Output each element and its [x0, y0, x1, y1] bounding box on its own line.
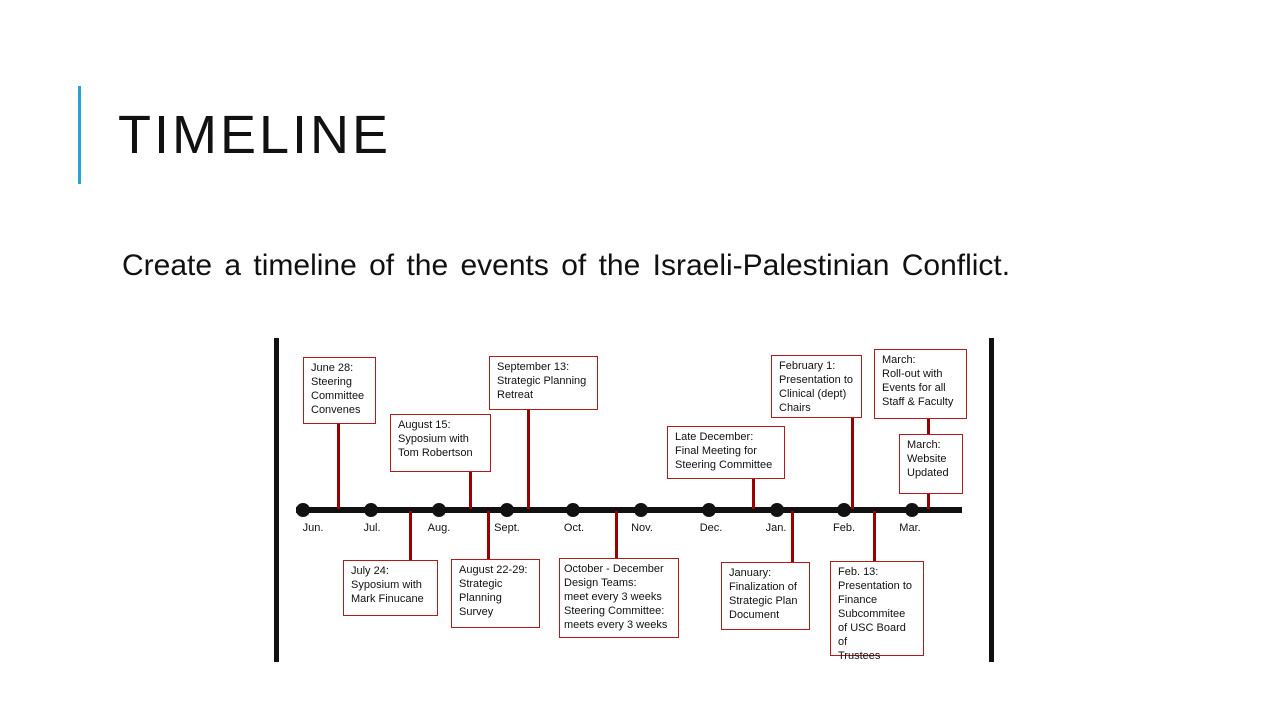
event-box-late-december: Late December: Final Meeting for Steering Committee [667, 426, 785, 479]
month-dot [566, 503, 580, 517]
month-label: Nov. [631, 522, 653, 534]
timeline-axis [296, 507, 962, 513]
event-line [409, 511, 412, 560]
month-label: Dec. [699, 522, 723, 534]
event-line [752, 478, 755, 509]
event-box-march-website: March: Website Updated [899, 434, 963, 494]
month-dot [905, 503, 919, 517]
month-label: Jun. [302, 522, 324, 534]
month-dot [837, 503, 851, 517]
event-line [337, 423, 340, 509]
event-line [927, 493, 930, 509]
month-label: Sept. [494, 522, 520, 534]
slide-title: TIMELINE [118, 105, 392, 165]
month-label: Aug. [427, 522, 451, 534]
event-line [469, 471, 472, 509]
event-box-august-22-29: August 22-29: Strategic Planning Survey [451, 559, 540, 628]
month-label: Feb. [832, 522, 855, 534]
event-line [873, 511, 876, 561]
event-box-feb-13: Feb. 13: Presentation to Finance Subcommitee of USC Board of Trustees [830, 561, 924, 656]
event-line [487, 511, 490, 560]
event-box-august-15: August 15: Syposium with Tom Robertson [390, 414, 491, 472]
event-box-january: January: Finalization of Strategic Plan Document [721, 562, 810, 630]
timeline-right-border [989, 338, 994, 662]
month-dot [364, 503, 378, 517]
event-box-october-december: October - December Design Teams: meet every 3 weeks Steering Committee: meets every 3 weeks [559, 558, 679, 638]
slide-subtitle: Create a timeline of the events of the Israeli-Palestinian Conflict. [122, 249, 1011, 282]
month-label: Jan. [765, 522, 787, 534]
event-line [851, 417, 854, 509]
event-box-july-24: July 24: Syposium with Mark Finucane [343, 560, 438, 616]
event-box-february-1: February 1: Presentation to Clinical (dept) Chairs [771, 355, 862, 418]
event-line [927, 418, 930, 434]
month-dot [500, 503, 514, 517]
event-line [615, 511, 618, 558]
month-label: Oct. [563, 522, 585, 534]
event-line [791, 511, 794, 562]
event-line [527, 409, 530, 509]
event-box-march-rollout: March: Roll-out with Events for all Staff & Faculty [874, 349, 967, 419]
month-dot [634, 503, 648, 517]
timeline-left-border [274, 338, 279, 662]
event-box-june-28: June 28: Steering Committee Convenes [303, 357, 376, 424]
month-dot [432, 503, 446, 517]
event-box-september-13: September 13: Strategic Planning Retreat [489, 356, 598, 410]
month-label: Mar. [899, 522, 921, 534]
month-dot [770, 503, 784, 517]
month-dot [296, 503, 310, 517]
month-dot [702, 503, 716, 517]
month-label: Jul. [363, 522, 381, 534]
